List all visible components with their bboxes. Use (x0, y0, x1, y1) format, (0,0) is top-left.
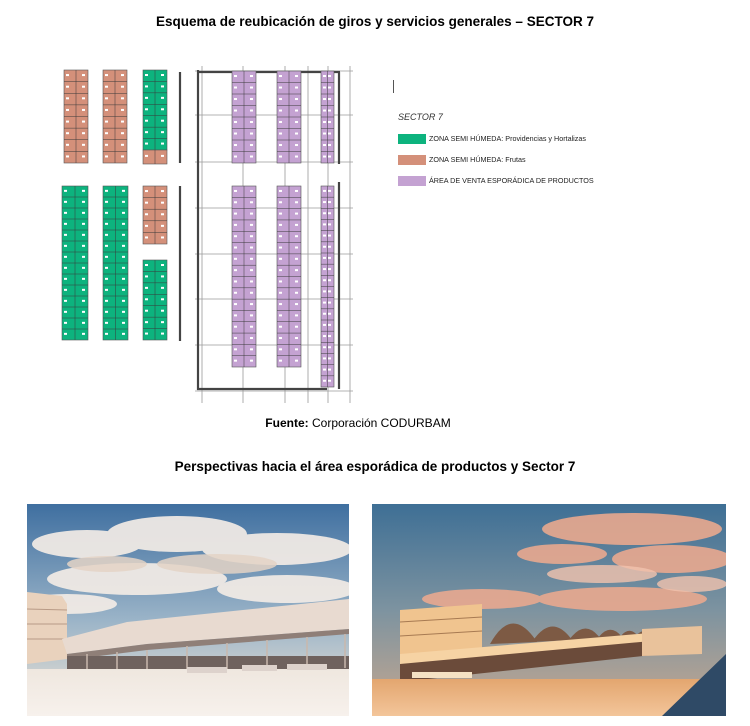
legend-swatch-purple (398, 176, 426, 186)
legend-title: SECTOR 7 (398, 112, 443, 122)
sporadic-area (321, 186, 334, 387)
stall-block-frutas (103, 70, 127, 163)
legend-item-green (398, 133, 586, 144)
legend-item-purple (398, 175, 594, 186)
stall-block-frutas (143, 186, 167, 244)
source-text: Corporación CODURBAM (311, 416, 451, 430)
legend-swatch-green (398, 134, 426, 144)
legend-label: ÁREA DE VENTA ESPORÁDICA DE PRODUCTOS (429, 176, 594, 185)
legend-swatch-salmon (398, 155, 426, 165)
daytime-render-image (27, 504, 349, 716)
source-caption (0, 416, 716, 430)
sporadic-area (232, 71, 256, 163)
text-cursor (393, 80, 394, 93)
sporadic-area (277, 186, 301, 367)
sporadic-area (232, 186, 256, 367)
source-label: Fuente: (265, 416, 309, 430)
page-title: Esquema de reubicación de giros y servicios generales – SECTOR 7 (156, 14, 594, 29)
stall-block-hortalizas (62, 186, 88, 340)
sunset-render-image (372, 504, 726, 716)
perspectives-title: Perspectivas hacia el área esporádica de productos y Sector 7 (174, 459, 576, 474)
sporadic-area (277, 71, 301, 163)
legend-item-salmon (398, 154, 526, 165)
legend-label: ZONA SEMI HÚMEDA: Providencias y Hortalizas (429, 134, 586, 143)
stall-block-hortalizas (143, 260, 167, 340)
floor-plan (55, 58, 355, 408)
plan-walls (180, 70, 340, 389)
stall-block-hortalizas (103, 186, 128, 340)
legend-label: ZONA SEMI HÚMEDA: Frutas (429, 155, 526, 164)
stall-block-frutas (143, 150, 167, 164)
stall-block-frutas (64, 70, 88, 163)
sporadic-area (321, 71, 334, 163)
stall-block-hortalizas (143, 70, 167, 150)
